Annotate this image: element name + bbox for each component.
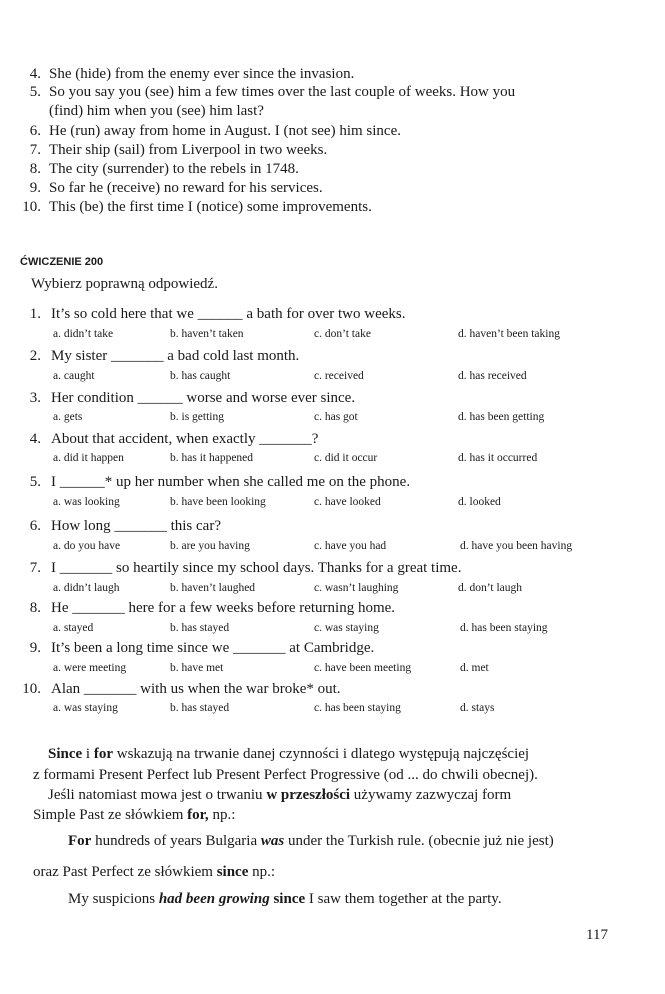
option-a: a. was staying	[53, 702, 118, 714]
example-sentence: For hundreds of years Bulgaria was under the Turkish rule. (obecnie już nie jest)	[68, 833, 554, 849]
option-b: b. has it happened	[170, 452, 254, 464]
exercise-instruction: Wybierz poprawną odpowiedź.	[31, 276, 218, 292]
option-d: d. looked	[458, 496, 501, 508]
option-a: a. did it happen	[53, 452, 124, 464]
option-a: a. was looking	[53, 496, 120, 508]
option-a: a. were meeting	[53, 662, 127, 674]
option-c: c. was staying	[314, 622, 379, 634]
option-c: c. have you had	[314, 540, 387, 552]
option-d: d. met	[460, 662, 489, 674]
option-a: a. didn’t laugh	[53, 582, 120, 594]
option-a: a. didn’t take	[53, 328, 114, 340]
option-d: d. has been staying	[460, 622, 548, 634]
paragraph-line: z formami Present Perfect lub Present Perfect Progressive (od ... do chwili obecnej).	[33, 767, 538, 783]
option-a: a. gets	[53, 411, 83, 423]
option-c: c. have looked	[314, 496, 381, 508]
option-c: c. did it occur	[314, 452, 378, 464]
option-c: c. don’t take	[314, 328, 371, 340]
option-b: b. has stayed	[170, 622, 230, 634]
paragraph-line: Jeśli natomiast mowa jest o trwaniu w przeszłości używamy zazwyczaj form	[48, 787, 512, 803]
option-b: b. has stayed	[170, 702, 230, 714]
option-c: c. has got	[314, 411, 358, 423]
option-d: d. has received	[458, 370, 527, 382]
option-d: d. have you been having	[460, 540, 573, 552]
option-b: b. have met	[170, 662, 224, 674]
option-b: b. has caught	[170, 370, 231, 382]
paragraph-line: Since i for wskazują na trwanie danej czynności i dlatego występują najczęściej	[48, 746, 530, 762]
option-c: c. have been meeting	[314, 662, 412, 674]
option-d: d. don’t laugh	[458, 582, 522, 594]
option-b: b. are you having	[170, 540, 250, 552]
paragraph-line: Simple Past ze słówkiem for, np.:	[33, 807, 236, 823]
option-b: b. is getting	[170, 411, 224, 423]
exercise-heading: ĆWICZENIE 200	[20, 256, 104, 268]
option-d: d. has been getting	[458, 411, 545, 423]
option-b: b. have been looking	[170, 496, 266, 508]
option-b: b. haven’t taken	[170, 328, 244, 340]
paragraph-line: oraz Past Perfect ze słówkiem since np.:	[33, 864, 276, 880]
option-c: c. has been staying	[314, 702, 401, 714]
option-c: c. received	[314, 370, 364, 382]
option-d: d. has it occurred	[458, 452, 538, 464]
option-c: c. wasn’t laughing	[314, 582, 399, 594]
option-d: d. stays	[460, 702, 495, 714]
option-a: a. do you have	[53, 540, 121, 552]
option-a: a. caught	[53, 370, 95, 382]
option-b: b. haven’t laughed	[170, 582, 256, 594]
option-d: d. haven’t been taking	[458, 328, 560, 340]
textbook-page: 4. She (hide) from the enemy ever since the invasion. 5. So you say you (see) him a few times over the last couple of weeks. How you (find) him when you (see) him last? 6. He (run) away from home in August. I (not see) him since. 7. Their ship (sail) from Liverpool in two weeks. 8. The city (surrender) to the rebels in 1748. 9. So far he (receive) no reward for his services. 10. This (be) the first time I (notice) some improvements. ĆWICZENIE 200 Wybierz poprawną odpowiedź. 1. It’s so cold here that we ______ a bath for over two weeks. a. didn’t take b. haven’t taken c. don’t take d. haven’t been taking 2. My sister _______ a bad cold last month. a. caught b. has caught c. received d. has received 3. Her condition ______ worse and worse ever since. a. gets b. is getting c. has got d. has been getting 4. About that accident, when exactly _______? a. did it happen b. has it happened c. did it occur d. has it occurred 5. I ______* up her number when she called me on the phone. a. was looking b. have been looking c. have looked d. looked 6. How long _______ this car? a. do you have b. are you having c. have you had d. have you been having 7. I _______ so heartily since my school days. Thanks for a great time. a. didn’t laugh b. haven’t laughed c. wasn’t laughing d. don’t laugh 8. He _______ here for a few weeks before returning home. a. stayed b. has stayed c. was staying d. has been staying 9. It’s been a long time since we _______ at Cambridge. a. were meeting b. have met c. have been meeting d. met 10. Alan _______ with us when the war broke* out. a. was staying b. has stayed c. has been staying d. stays Since i for wskazują na trwanie danej czynności i dlatego występują najczęściej z formami Present Perfect lub Present Perfect Progressive (od ... do chwili obecnej). Jeśli natomiast mowa jest o trwaniu w przeszłości używamy zazwyczaj form Simple Past ze słówkiem for, np.: For hundreds of years Bulgaria was under the Turkish rule. (obecnie już nie jest) oraz Past Perfect ze słówkiem since np.: My suspicions had been growing since I saw them together at the party. 117	[20, 66, 608, 943]
example-sentence: My suspicions had been growing since I saw them together at the party.	[68, 891, 502, 907]
option-a: a. stayed	[53, 622, 94, 634]
page-number: 117	[586, 927, 608, 943]
